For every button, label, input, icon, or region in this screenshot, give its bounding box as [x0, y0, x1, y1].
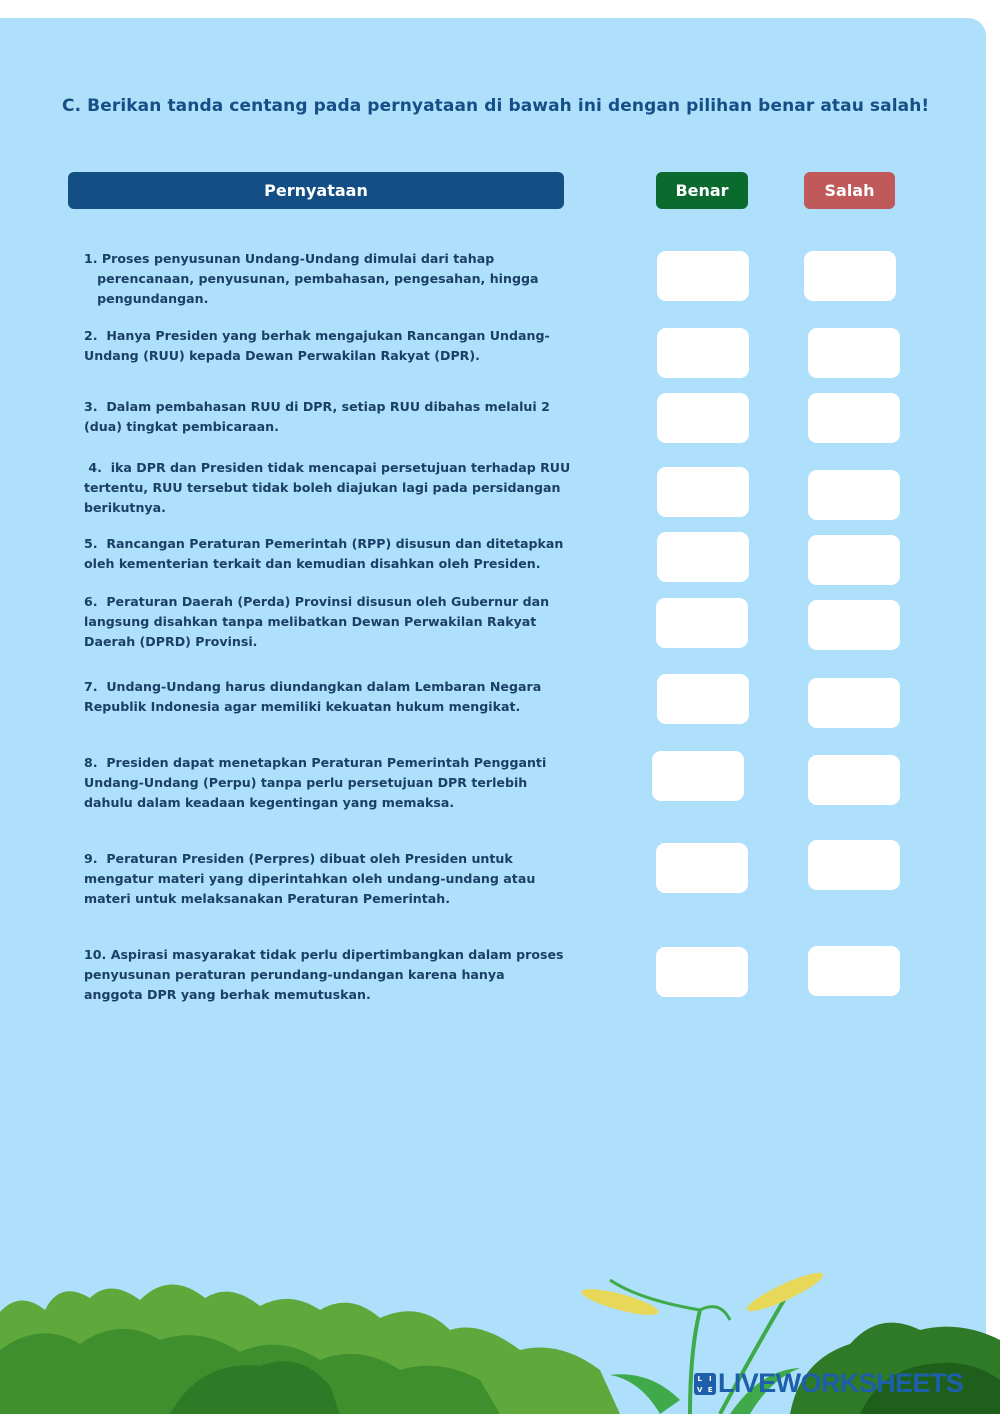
answer-true-5[interactable]	[657, 532, 749, 582]
answer-false-1[interactable]	[804, 251, 896, 301]
answer-false-7[interactable]	[808, 678, 900, 728]
true-column-header: Benar	[656, 172, 748, 209]
statement-7: 7. Undang-Undang harus diundangkan dalam Lembaran Negara Republik Indonesia agar memiliki kekuatan hukum mengikat.	[84, 679, 542, 714]
logo-text: LIVEWORKSHEETS	[718, 1368, 964, 1398]
liveworksheets-logo[interactable]	[694, 1368, 963, 1399]
statement-column-header: Pernyataan	[68, 172, 564, 209]
answer-true-4[interactable]	[657, 467, 749, 517]
answer-false-5[interactable]	[808, 535, 900, 585]
answer-false-2[interactable]	[808, 328, 900, 378]
statement-3: 3. Dalam pembahasan RUU di DPR, setiap RUU dibahas melalui 2 (dua) tingkat pembicaraan.	[84, 399, 550, 434]
statement-5: 5. Rancangan Peraturan Pemerintah (RPP) disusun dan ditetapkan oleh kementerian terkait dan kemudian disahkan oleh Presiden.	[84, 536, 564, 571]
statement-8: 8. Presiden dapat menetapkan Peraturan Pemerintah Pengganti Undang-Undang (Perpu) tanpa perlu persetujuan DPR terlebih dahulu dalam keadaan kegentingan yang memaksa.	[84, 755, 547, 810]
answer-false-4[interactable]	[808, 470, 900, 520]
answer-true-7[interactable]	[657, 674, 749, 724]
liveworksheets-mark-icon: L I V E	[694, 1373, 716, 1395]
answer-false-6[interactable]	[808, 600, 900, 650]
worksheet-page	[0, 18, 986, 1414]
answer-true-10[interactable]	[656, 947, 748, 997]
statement-4: 4. ika DPR dan Presiden tidak mencapai persetujuan terhadap RUU tertentu, RUU tersebut tidak boleh diajukan lagi pada persidangan berikutnya.	[84, 460, 571, 515]
statement-9: 9. Peraturan Presiden (Perpres) dibuat oleh Presiden untuk mengatur materi yang diperintahkan oleh undang-undang atau materi untuk melaksanakan Peraturan Pemerintah.	[84, 851, 536, 906]
statement-2: 2. Hanya Presiden yang berhak mengajukan Rancangan Undang- Undang (RUU) kepada Dewan Perwakilan Rakyat (DPR).	[84, 328, 550, 363]
answer-false-8[interactable]	[808, 755, 900, 805]
statement-6: 6. Peraturan Daerah (Perda) Provinsi disusun oleh Gubernur dan langsung disahkan tanpa melibatkan Dewan Perwakilan Rakyat Daerah (DPRD) Provinsi.	[84, 594, 550, 649]
answer-true-6[interactable]	[656, 598, 748, 648]
answer-true-1[interactable]	[657, 251, 749, 301]
answer-true-8[interactable]	[652, 751, 744, 801]
answer-false-9[interactable]	[808, 840, 900, 890]
statement-10: 10. Aspirasi masyarakat tidak perlu dipertimbangkan dalam proses penyusunan peraturan perundang-undangan karena hanya anggota DPR yang berhak memutuskan.	[84, 947, 564, 1002]
answer-false-3[interactable]	[808, 393, 900, 443]
answer-true-3[interactable]	[657, 393, 749, 443]
answer-false-10[interactable]	[808, 946, 900, 996]
answer-true-9[interactable]	[656, 843, 748, 893]
statement-1: 1. Proses penyusunan Undang-Undang dimulai dari tahap perencanaan, penyusunan, pembahasan, pengesahan, hingga pengundangan.	[84, 251, 539, 306]
answer-true-2[interactable]	[657, 328, 749, 378]
false-column-header: Salah	[804, 172, 895, 209]
instruction-heading: C. Berikan tanda centang pada pernyataan di bawah ini dengan pilihan benar atau salah!	[62, 96, 930, 116]
